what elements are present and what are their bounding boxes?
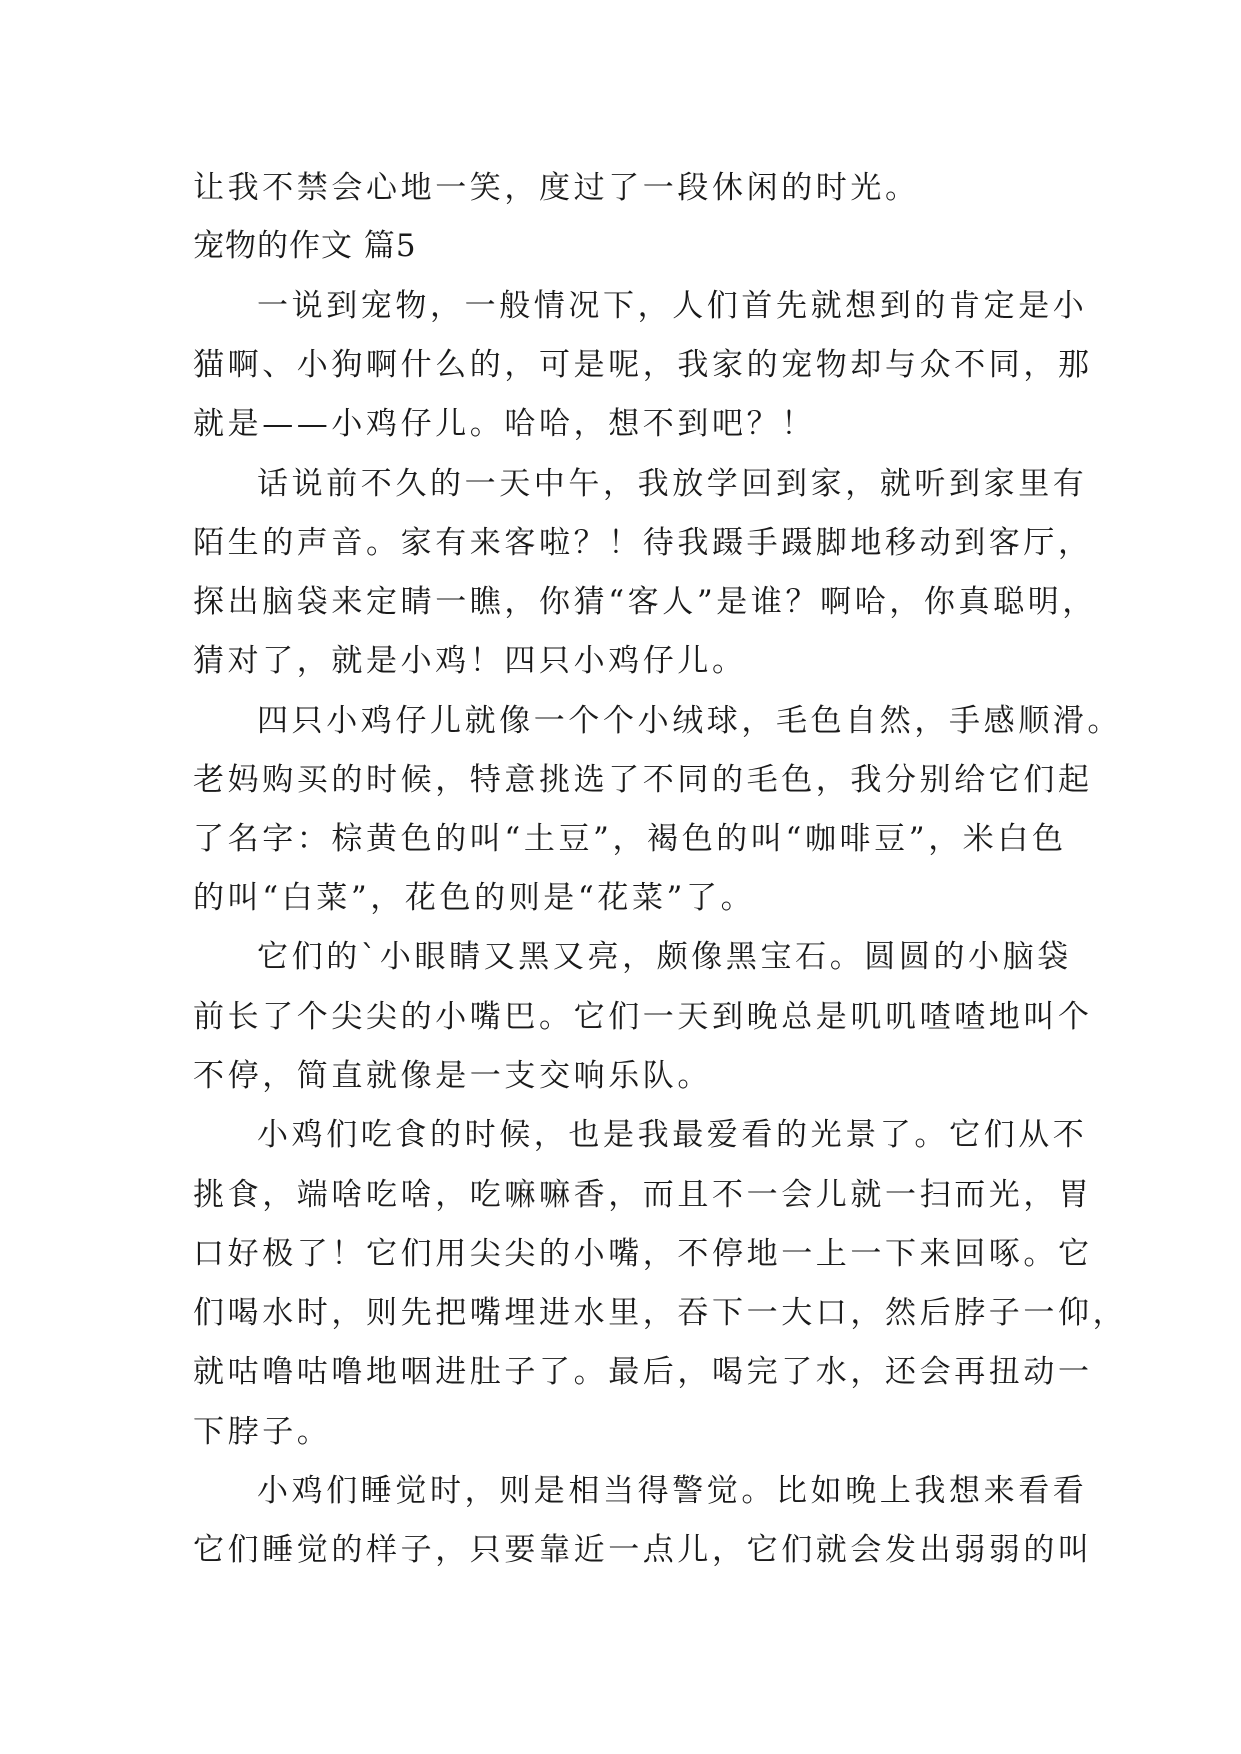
text-line: 它们的`小眼睛又黑又亮，颇像黑宝石。圆圆的小脑袋 bbox=[257, 939, 1072, 975]
text-line: 话说前不久的一天中午，我放学回到家，就听到家里有 bbox=[257, 466, 1088, 502]
section-title: 宠物的作文 篇5 bbox=[193, 228, 417, 264]
text-line: 口好极了！它们用尖尖的小嘴，不停地一上一下来回啄。它 bbox=[193, 1236, 1093, 1272]
text-line: 它们睡觉的样子，只要靠近一点儿，它们就会发出弱弱的叫 bbox=[193, 1532, 1093, 1568]
text-line: 让我不禁会心地一笑，度过了一段休闲的时光。 bbox=[193, 170, 920, 206]
text-line: 们喝水时，则先把嘴埋进水里，吞下一大口，然后脖子一仰， bbox=[193, 1295, 1128, 1331]
text-line: 陌生的声音。家有来客啦？！待我蹑手蹑脚地移动到客厅， bbox=[193, 525, 1093, 561]
text-line: 猜对了，就是小鸡！四只小鸡仔儿。 bbox=[193, 643, 747, 679]
text-line: 探出脑袋来定睛一瞧，你猜“客人”是谁？啊哈，你真聪明， bbox=[193, 584, 1097, 620]
text-line: 猫啊、小狗啊什么的，可是呢，我家的宠物却与众不同，那 bbox=[193, 347, 1093, 383]
text-line: 挑食，端啥吃啥，吃嘛嘛香，而且不一会儿就一扫而光，胃 bbox=[193, 1177, 1093, 1213]
text-line: 四只小鸡仔儿就像一个个小绒球，毛色自然，手感顺滑。 bbox=[257, 703, 1122, 739]
text-line: 不停，简直就像是一支交响乐队。 bbox=[193, 1058, 712, 1094]
text-line: 了名字：棕黄色的叫“土豆”，褐色的叫“咖啡豆”，米白色 bbox=[193, 821, 1067, 857]
text-line: 下脖子。 bbox=[193, 1414, 332, 1450]
text-line: 就咕噜咕噜地咽进肚子了。最后，喝完了水，还会再扭动一 bbox=[193, 1354, 1093, 1390]
text-line: 小鸡们睡觉时，则是相当得警觉。比如晚上我想来看看 bbox=[257, 1473, 1088, 1509]
text-line: 就是——小鸡仔儿。哈哈，想不到吧？！ bbox=[193, 406, 816, 442]
text-line: 前长了个尖尖的小嘴巴。它们一天到晚总是叽叽喳喳地叫个 bbox=[193, 999, 1093, 1035]
text-line: 小鸡们吃食的时候，也是我最爱看的光景了。它们从不 bbox=[257, 1117, 1088, 1153]
text-line: 的叫“白菜”，花色的则是“花菜”了。 bbox=[193, 880, 756, 916]
text-line: 一说到宠物，一般情况下，人们首先就想到的肯定是小 bbox=[257, 288, 1088, 324]
text-line: 老妈购买的时候，特意挑选了不同的毛色，我分别给它们起 bbox=[193, 762, 1093, 798]
